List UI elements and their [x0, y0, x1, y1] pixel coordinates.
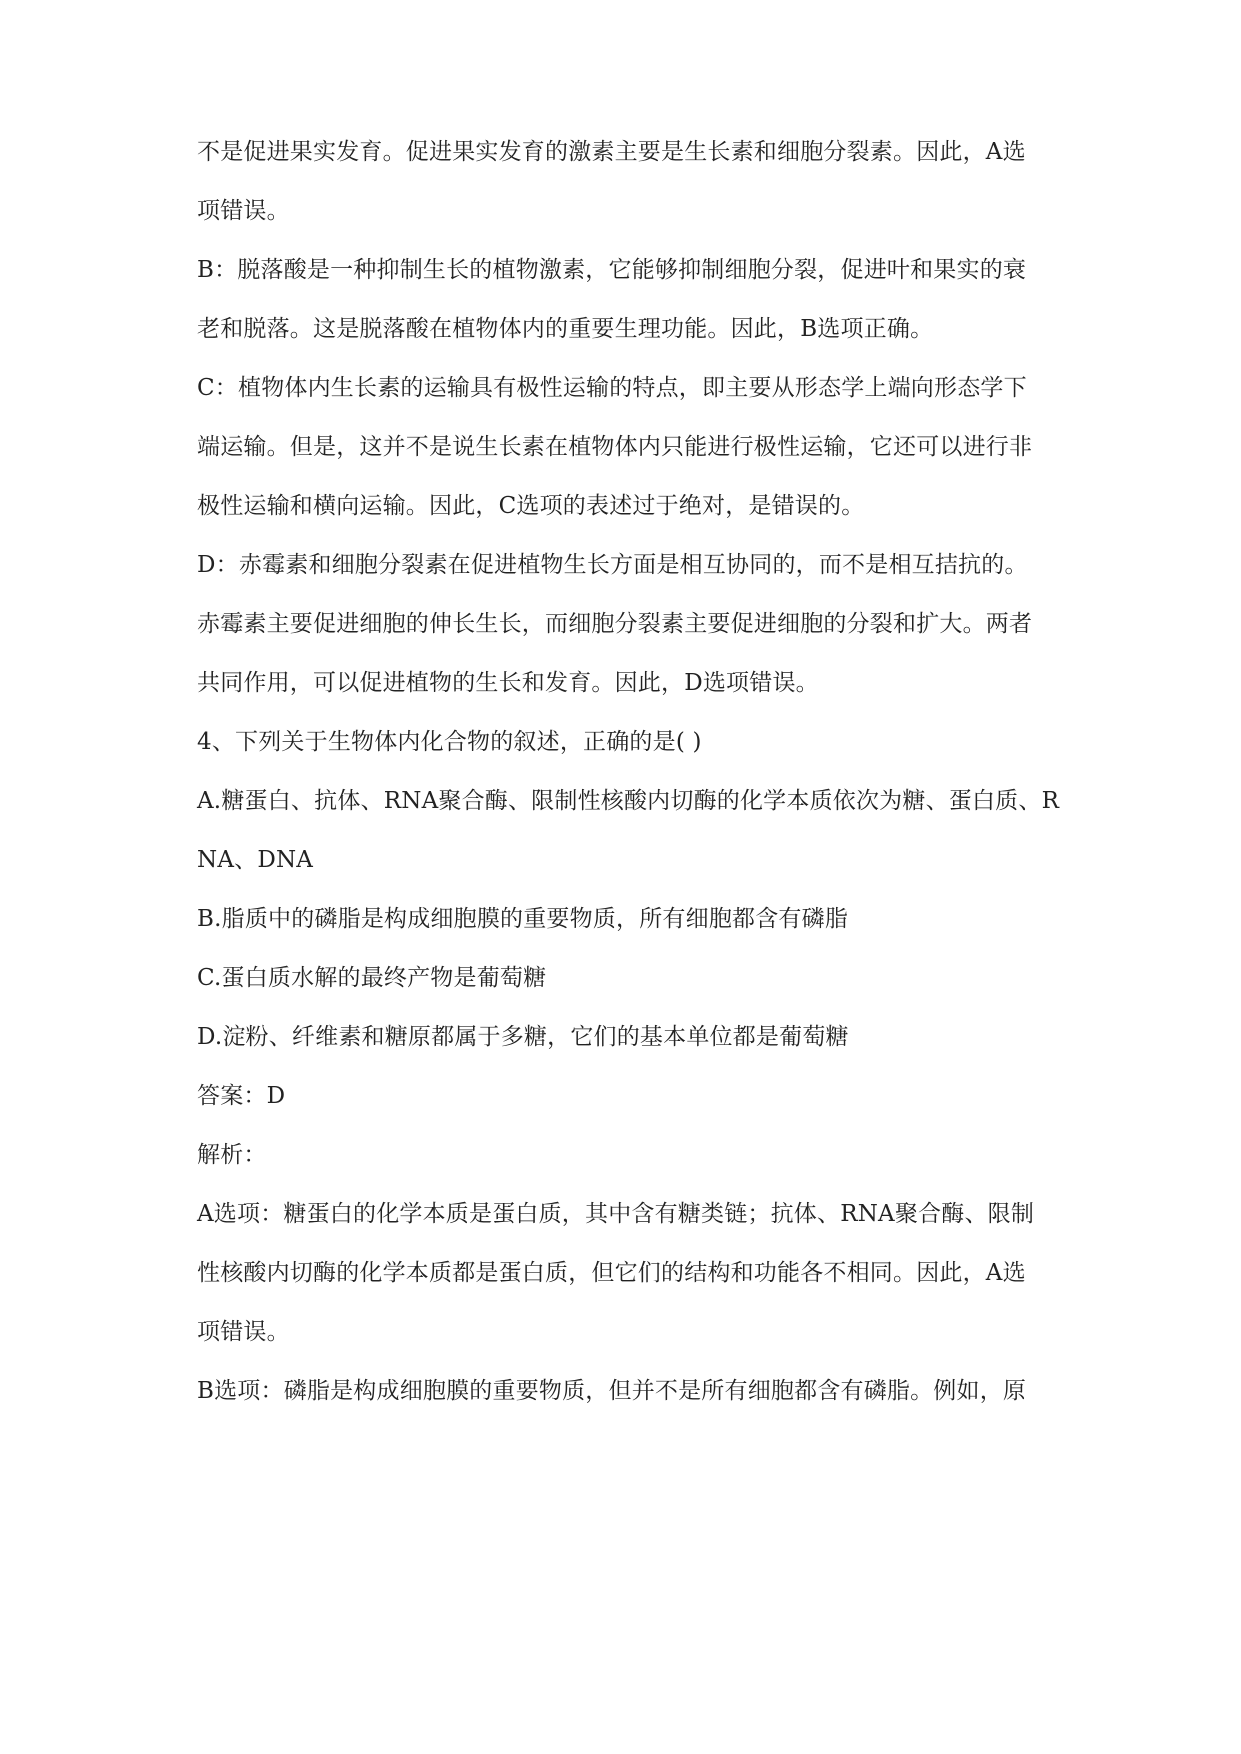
option-d: D.淀粉、纤维素和糖原都属于多糖，它们的基本单位都是葡萄糖: [197, 1024, 849, 1050]
text-line: 项错误。: [197, 198, 290, 224]
option-b: B.脂质中的磷脂是构成细胞膜的重要物质，所有细胞都含有磷脂: [197, 906, 849, 932]
text-line: C：植物体内生长素的运输具有极性运输的特点，即主要从形态学上端向形态学下: [197, 375, 1027, 401]
text-line: 赤霉素主要促进细胞的伸长生长，而细胞分裂素主要促进细胞的分裂和扩大。两者: [197, 611, 1033, 637]
text-line: B选项：磷脂是构成细胞膜的重要物质，但并不是所有细胞都含有磷脂。例如，原: [197, 1378, 1027, 1404]
text-line: D：赤霉素和细胞分裂素在促进植物生长方面是相互协同的，而不是相互拮抗的。: [197, 552, 1028, 578]
text-line: B：脱落酸是一种抑制生长的植物激素，它能够抑制细胞分裂，促进叶和果实的衰: [197, 257, 1027, 283]
text-line: A选项：糖蛋白的化学本质是蛋白质，其中含有糖类链；抗体、RNA聚合酶、限制: [197, 1201, 1035, 1227]
question-title: 4、下列关于生物体内化合物的叙述，正确的是( ): [197, 729, 702, 755]
answer: 答案：D: [197, 1083, 286, 1109]
text-line: 项错误。: [197, 1319, 290, 1345]
analysis-heading: 解析：: [197, 1142, 267, 1168]
option-a: A.糖蛋白、抗体、RNA聚合酶、限制性核酸内切酶的化学本质依次为糖、蛋白质、R: [197, 788, 1060, 814]
text-line: 端运输。但是，这并不是说生长素在植物体内只能进行极性运输，它还可以进行非: [197, 434, 1033, 460]
text-line: 老和脱落。这是脱落酸在植物体内的重要生理功能。因此，B选项正确。: [197, 316, 934, 342]
option-a-continued: NA、DNA: [197, 847, 314, 873]
option-c: C.蛋白质水解的最终产物是葡萄糖: [197, 965, 547, 991]
text-line: 极性运输和横向运输。因此，C选项的表述过于绝对，是错误的。: [197, 493, 865, 519]
text-line: 不是促进果实发育。促进果实发育的激素主要是生长素和细胞分裂素。因此，A选: [197, 139, 1026, 165]
text-line: 性核酸内切酶的化学本质都是蛋白质，但它们的结构和功能各不相同。因此，A选: [197, 1260, 1026, 1286]
text-line: 共同作用，可以促进植物的生长和发育。因此，D选项错误。: [197, 670, 819, 696]
